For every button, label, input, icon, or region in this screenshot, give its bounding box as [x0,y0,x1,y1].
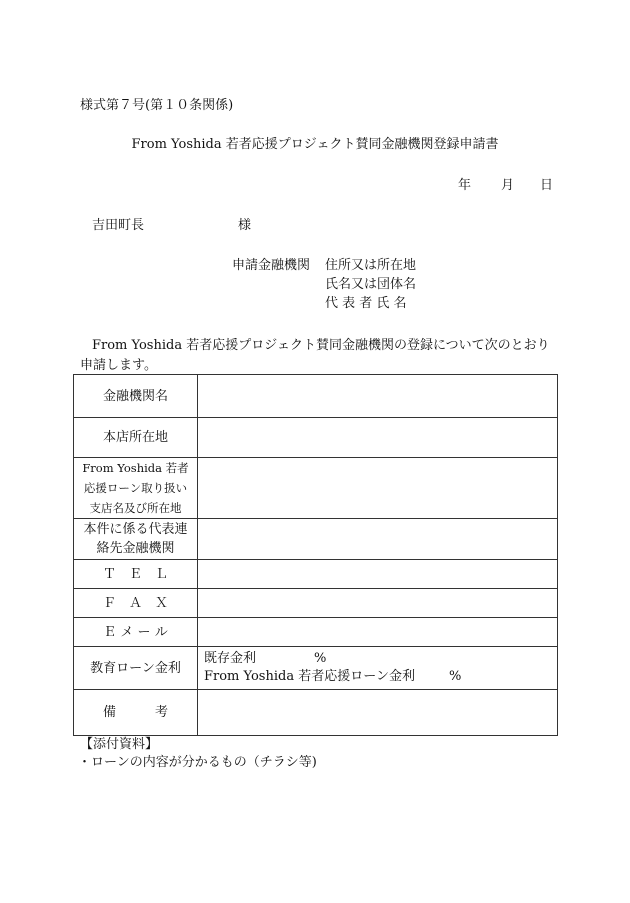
existing-rate-label: 既存金利 [204,651,257,666]
row-remarks [74,690,558,736]
row-loan-rate [74,647,558,690]
field-institution-name[interactable] [198,375,558,418]
field-contact-institution[interactable] [198,519,558,560]
attachments-heading: 【添付資料】 [80,737,159,752]
yoshida-rate-label: From Yoshida 若者応援ローン金利 [204,669,415,684]
yoshida-rate-line [204,668,551,686]
registration-table [73,374,558,736]
applicant-label: 申請金融機関 [232,258,311,273]
field-head-office[interactable] [198,418,558,458]
row-institution-name [74,375,558,418]
row-tel [74,560,558,589]
field-loan-rate[interactable] [198,647,558,690]
label-branch-line3: 支店名及び所在地 [89,501,182,515]
intro-text: From Yoshida 若者応援プロジェクト賛同金融機関の登録について次のとおり申請します。 [80,338,550,373]
label-branch-line2: 応援ローン取り扱い [83,481,188,495]
label-branch-line1: From Yoshida 若者 [82,461,189,475]
date-day: 日 [540,178,554,193]
label-fax: Ｆ Ａ Ｘ [74,589,198,618]
applicant-representative-label: 代 表 者 氏 名 [325,296,407,311]
row-contact-institution [74,519,558,560]
field-email[interactable] [198,618,558,647]
label-contact-line2: 絡先金融機関 [96,541,175,556]
row-email [74,618,558,647]
applicant-address-label: 住所又は所在地 [325,258,417,273]
addressee-name: 吉田町長 [92,218,145,233]
date-month: 月 [501,178,515,193]
label-institution-name: 金融機関名 [74,375,198,418]
existing-rate-line [204,650,551,668]
form-number: 様式第７号(第１０条関係) [80,98,234,113]
field-remarks[interactable] [198,690,558,736]
applicant-name-label: 氏名又は団体名 [325,277,417,292]
date-year: 年 [458,178,472,193]
row-fax [74,589,558,618]
label-head-office: 本店所在地 [74,418,198,458]
label-remarks: 備 考 [74,690,198,736]
label-contact-line1: 本件に係る代表連 [83,522,188,537]
label-contact-institution [74,519,198,560]
yoshida-rate-percent: % [449,669,462,684]
addressee-honorific: 様 [238,218,252,233]
document-title: From Yoshida 若者応援プロジェクト賛同金融機関登録申請書 [131,137,499,152]
field-fax[interactable] [198,589,558,618]
label-email: Ｅ メ ー ル [74,618,198,647]
attachment-item: ・ローンの内容が分かるもの（チラシ等) [78,755,317,770]
field-tel[interactable] [198,560,558,589]
existing-rate-percent: % [314,651,327,666]
label-tel: Ｔ Ｅ Ｌ [74,560,198,589]
label-branch [74,458,198,519]
row-head-office [74,418,558,458]
label-loan-rate: 教育ローン金利 [74,647,198,690]
field-branch[interactable] [198,458,558,519]
row-branch [74,458,558,519]
